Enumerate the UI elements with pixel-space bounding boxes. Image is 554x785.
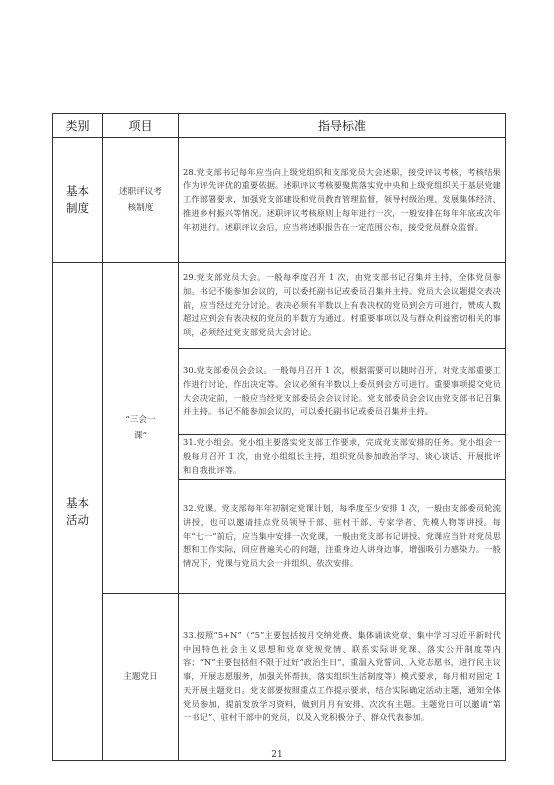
standard-32: 32.党课。党支部每年年初制定党课计划，每季度至少安排 1 次，一般由支部委员轮流讲授，也可以邀请挂点党员领导干部、驻村干部、专家学者、先模人物等讲授。每年“七一”前后，应当集中安排一次党课，一般由党支部书记讲授。党课应当针对党员思想和工作实际，回应普遍关心的问题，注重身边人讲身边事，增强吸引力感染力。一般情况下，党课与党员大会一并组织、依次安排。 xyxy=(179,480,506,594)
category-label: 基本制度 xyxy=(66,184,89,215)
table-row xyxy=(53,138,506,263)
item-label: “三会一课” xyxy=(125,415,156,441)
item-label: 主题党日 xyxy=(123,672,158,682)
table-header-row xyxy=(53,114,506,138)
category-basic-system xyxy=(53,138,103,263)
table-row xyxy=(53,263,506,349)
standard-29: 29.党支部党员大会。一般每季度召开 1 次，由党支部书记召集并主持，全体党员参加。书记不能参加会议的，可以委托副书记或委员召集并主持。党员大会议题提交表决前，应当经过充分讨论。表决必须有半数以上有表决权的党员到会方可进行，赞成人数超过应到会有表决权的党员的半数方为通过。村重要事项以及与群众利益密切相关的事项，必须经过党支部党员大会讨论。 xyxy=(179,263,506,349)
standard-28: 28.党支部书记每年应当向上级党组织和支部党员大会述职，接受评议考核，考核结果作为评先评优的重要依据。述职评议考核要聚焦落实党中央和上级党组织关于基层党建工作部署要求，加强党支部建设和党员教育管理监督，领导村级治理、发展集体经济、推进乡村振兴等情况。述职评议考核原则上每年进行一次，一般安排在每年年底或次年年初进行。述职评议会后，应当将述职报告在一定范围公布，接受党员群众监督。 xyxy=(179,138,506,263)
item-label: 述职评议考核制度 xyxy=(119,187,162,213)
item-theme-day xyxy=(103,594,179,761)
standard-31: 31.党小组会。党小组主要落实党支部工作要求，完成党支部安排的任务。党小组会一般每月召开 1 次，由党小组组长主持，组织党员参加政治学习、谈心谈话、开展批评和自我批评等。 xyxy=(179,435,506,480)
table-row xyxy=(53,594,506,761)
page-number: 21 xyxy=(271,750,283,760)
guidance-standard-table xyxy=(52,113,506,761)
header-item: 项目 xyxy=(103,114,179,138)
item-three-meetings xyxy=(103,263,179,594)
item-review xyxy=(103,138,179,263)
standard-30: 30.党支部委员会会议。一般每月召开 1 次，根据需要可以随时召开，对党支部重要工作进行讨论、作出决定等。会议必须有半数以上委员到会方可进行。重要事项提交党员大会决定前，一般应当经党支部委员会会议讨论。党支部委员会会议由党支部书记召集并主持。书记不能参加会议的，可以委托副书记或委员召集并主持。 xyxy=(179,349,506,435)
header-standard: 指导标准 xyxy=(179,114,506,138)
category-label: 基本活动 xyxy=(66,495,89,527)
standard-33: 33.按照“5+N”（“5”主要包括按月交纳党费、集体诵读党章、集中学习习近平新时代中国特色社会主义思想和党章党规党情、联系实际讲党课、落实公开制度等内容；“N”主要包括但不限于过好“政治生日”，重温入党誓词、入党志愿书，进行民主议事，开展志愿服务，加强关怀帮扶，落实组织生活制度等）模式要求，每月相对固定 1 天开展主题党日。党支部要按照重点工作提示要求，结合实际确定活动主题，通知全体党员参加，提前发放学习资料，做到月月有安排、次次有主题。主题党日可以邀请“第一书记”、驻村干部中的党员，以及入党积极分子、群众代表参加。 xyxy=(179,594,506,761)
category-basic-activity xyxy=(53,263,103,761)
header-category: 类别 xyxy=(53,114,103,138)
